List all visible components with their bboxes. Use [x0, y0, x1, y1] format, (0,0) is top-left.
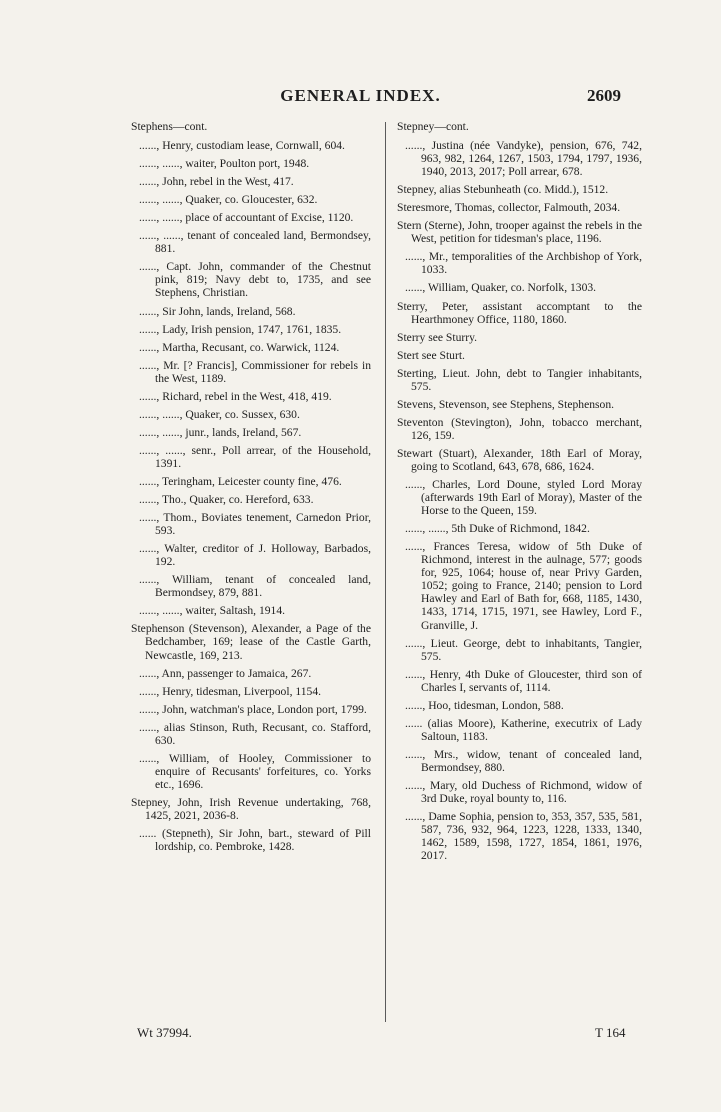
index-entry: Stevens, Stevenson, see Stephens, Stephenson. [397, 397, 615, 411]
column-heading: Stepney—cont. [397, 120, 469, 133]
index-entry: ......, Walter, creditor of J. Holloway, Barbados, 192. [139, 542, 371, 569]
index-entry: ......, ......, senr., Poll arrear, of the Household, 1391. [139, 443, 371, 470]
index-entry: ......, ......, junr., lands, Ireland, 567. [139, 425, 302, 439]
index-entry: ......, William, Quaker, co. Norfolk, 1303. [405, 281, 597, 295]
index-entry: ......, Frances Teresa, widow of 5th Duke of Richmond, interest in the aulnage, 577; goods for, 925, 1064; house of, near Privy Garden, 1052; going to France, 2140; pension to Lord Hawley and Earl of Bath for, 668, 1185, 1430, 1433, 1714, 1715, 1971, see Hawley, Lord F., Granville, J. [405, 540, 642, 632]
index-entry: Sterry, Peter, assistant accomptant to the Hearthmoney Office, 1180, 1860. [397, 299, 642, 326]
index-entry: ......, ......, waiter, Poulton port, 1948. [139, 157, 310, 171]
index-entry: ......, Henry, tidesman, Liverpool, 1154. [139, 684, 322, 698]
index-entry: ......, Richard, rebel in the West, 418, 419. [139, 389, 332, 403]
index-entry: ......, ......, place of accountant of Excise, 1120. [139, 211, 354, 225]
index-entry: ......, ......, Quaker, co. Sussex, 630. [139, 407, 300, 421]
index-entry: Stewart (Stuart), Alexander, 18th Earl of Moray, going to Scotland, 643, 678, 686, 1624. [397, 446, 642, 473]
index-entry: ......, Lieut. George, debt to inhabitants, Tangier, 575. [405, 636, 642, 663]
index-entry: ...... (alias Moore), Katherine, executrix of Lady Saltoun, 1183. [405, 716, 642, 743]
column-heading: Stephens—cont. [131, 120, 208, 133]
index-entry: ......, William, of Hooley, Commissioner to enquire of Recusants' forfeitures, co. Yorks etc., 1696. [139, 751, 371, 791]
index-entry: Sterry see Sturry. [397, 330, 478, 344]
index-entry: ......, Henry, custodiam lease, Cornwall, 604. [139, 139, 345, 153]
index-entry: Stert see Sturt. [397, 348, 465, 362]
index-entry: ......, ......, waiter, Saltash, 1914. [139, 604, 286, 618]
index-entry: ......, ......, tenant of concealed land, Bermondsey, 881. [139, 229, 371, 256]
footer-printer-mark: Wt 37994. [137, 1025, 192, 1040]
footer-signature: T 164 [595, 1025, 626, 1040]
index-entry: ......, Justina (née Vandyke), pension, 676, 742, 963, 982, 1264, 1267, 1503, 1794, 1797, 1936, 1940, 2013, 2017; Poll arrear, 678. [405, 139, 642, 179]
index-entry: ...... (Stepneth), Sir John, bart., steward of Pill lordship, co. Pembroke, 1428. [139, 827, 371, 854]
index-entry: Stephenson (Stevenson), Alexander, a Page of the Bedchamber, 169; lease of the Castle Garth, Newcastle, 169, 213. [131, 622, 371, 662]
index-entry: ......, Tho., Quaker, co. Hereford, 633. [139, 493, 314, 507]
page-title: GENERAL INDEX. [280, 86, 441, 105]
index-entry: ......, Martha, Recusant, co. Warwick, 1124. [139, 340, 340, 354]
page-number: 2609 [587, 86, 621, 105]
index-entry: Stepney, John, Irish Revenue undertaking, 768, 1425, 2021, 2036-8. [131, 795, 371, 822]
index-entry: Steventon (Stevington), John, tobacco merchant, 126, 159. [397, 415, 642, 442]
index-entry: ......, alias Stinson, Ruth, Recusant, co. Stafford, 630. [139, 720, 371, 747]
index-entry: ......, Dame Sophia, pension to, 353, 357, 535, 581, 587, 736, 932, 964, 1223, 1228, 1333, 1340, 1462, 1589, 1598, 1727, 1854, 1861, 1976, 2017. [405, 810, 642, 863]
index-entry: ......, Mr., temporalities of the Archbishop of York, 1033. [405, 250, 642, 277]
index-entry: ......, John, watchman's place, London port, 1799. [139, 702, 367, 716]
index-entry: ......, Henry, 4th Duke of Gloucester, third son of Charles I, servants of, 1114. [405, 667, 642, 694]
index-entry: ......, ......, 5th Duke of Richmond, 1842. [405, 522, 590, 536]
left-column [131, 120, 371, 858]
index-entry: ......, John, rebel in the West, 417. [139, 175, 294, 189]
index-entry: ......, Teringham, Leicester county fine, 476. [139, 474, 342, 488]
index-entry: ......, ......, Quaker, co. Gloucester, 632. [139, 193, 318, 207]
index-entry: ......, Lady, Irish pension, 1747, 1761, 1835. [139, 322, 342, 336]
index-entry: ......, Sir John, lands, Ireland, 568. [139, 304, 296, 318]
right-column [397, 120, 642, 867]
index-entry: ......, Hoo, tidesman, London, 588. [405, 698, 564, 712]
index-entry: ......, Mrs., widow, tenant of concealed land, Bermondsey, 880. [405, 747, 642, 774]
index-entry: ......, Mary, old Duchess of Richmond, widow of 3rd Duke, royal bounty to, 116. [405, 778, 642, 806]
index-entry: ......, Thom., Boviates tenement, Carnedon Prior, 593. [139, 511, 371, 538]
column-divider [385, 122, 386, 1022]
index-entry: Stepney, alias Stebunheath (co. Midd.), 1512. [397, 183, 609, 197]
index-entry: ......, Ann, passenger to Jamaica, 267. [139, 666, 312, 680]
index-entry: ......, William, tenant of concealed land, Bermondsey, 879, 881. [139, 573, 371, 600]
index-entry: ......, Mr. [? Francis], Commissioner for rebels in the West, 1189. [139, 358, 371, 385]
index-entry: Sterting, Lieut. John, debt to Tangier inhabitants, 575. [397, 366, 642, 393]
index-entry: ......, Capt. John, commander of the Chestnut pink, 819; Navy debt to, 1735, and see Stephens, Christian. [139, 260, 371, 300]
index-entry: ......, Charles, Lord Doune, styled Lord Moray (afterwards 19th Earl of Moray), Master of the Horse to the Queen, 159. [405, 478, 642, 518]
index-entry: Steresmore, Thomas, collector, Falmouth, 2034. [397, 201, 621, 215]
index-entry: Stern (Sterne), John, trooper against the rebels in the West, petition for tidesman's place, 1196. [397, 219, 642, 246]
page-header [0, 86, 721, 110]
